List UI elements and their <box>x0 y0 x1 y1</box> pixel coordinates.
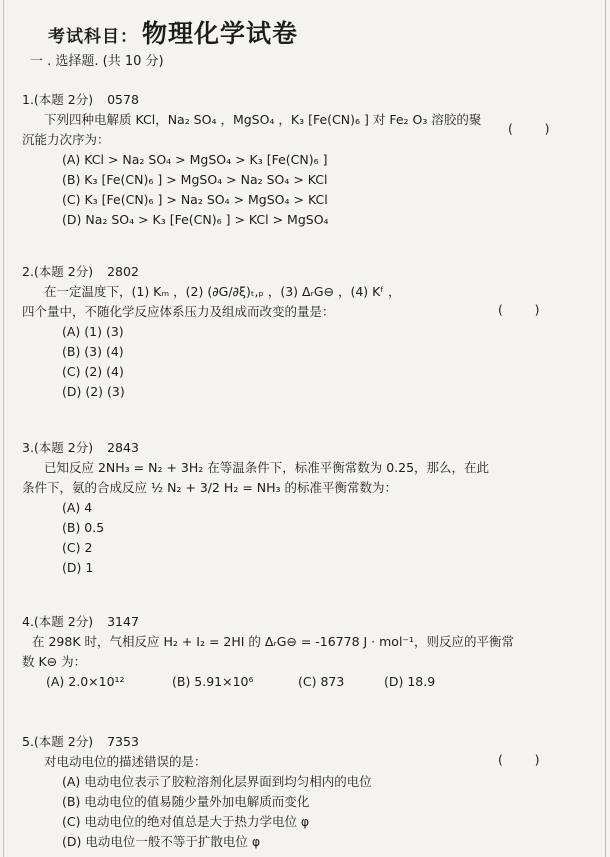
question-stem: 在一定温度下，(1) Kₘ ，(2) (∂G/∂ξ)ₜ,ₚ ，(3) ΔᵣG⊖ ，(4) Kᶠ ， <box>44 284 401 299</box>
question-5 <box>22 732 372 852</box>
question-number: 2.(本题 2分) <box>22 264 94 279</box>
question-code: 0578 <box>107 92 139 107</box>
section-title: 一 . 选择题. (共 10 分) <box>30 54 164 69</box>
option-d: (D) 18.9 <box>384 674 436 689</box>
option-c: (C) 2 <box>62 540 93 555</box>
option-c: (C) (2) (4) <box>62 364 124 379</box>
option-d: (D) 1 <box>62 560 94 575</box>
question-code: 7353 <box>107 734 139 749</box>
option-d: (D) 电动电位一般不等于扩散电位 φ <box>62 834 261 849</box>
question-1 <box>22 90 481 230</box>
question-4 <box>22 612 514 692</box>
option-c: (C) 873 <box>298 674 345 689</box>
option-c: (C) 电动电位的绝对值总是大于热力学电位 φ <box>62 814 310 829</box>
question-header <box>22 438 489 458</box>
question-number: 4.(本题 2分) <box>22 614 94 629</box>
option-b: (B) 电动电位的值易随少量外加电解质而变化 <box>62 794 310 809</box>
question-header <box>22 612 514 632</box>
question-code: 2843 <box>107 440 139 455</box>
answer-paren: ( ) <box>498 752 540 767</box>
option-a: (A) KCl > Na₂ SO₄ > MgSO₄ > K₃ [Fe(CN)₆ ] <box>62 152 328 167</box>
answer-paren: ( ) <box>508 121 550 136</box>
question-code: 3147 <box>107 614 139 629</box>
option-d: (D) Na₂ SO₄ > K₃ [Fe(CN)₆ ] > KCl > MgSO₄ <box>62 212 329 227</box>
question-stem-continued: 沉能力次序为： <box>22 132 110 147</box>
option-b: (B) 5.91×10⁶ <box>172 674 254 689</box>
question-code: 2802 <box>107 264 139 279</box>
question-2 <box>22 262 401 402</box>
option-a: (A) (1) (3) <box>62 324 124 339</box>
option-b: (B) 0.5 <box>62 520 105 535</box>
option-d: (D) (2) (3) <box>62 384 125 399</box>
question-header <box>22 90 481 110</box>
option-c: (C) K₃ [Fe(CN)₆ ] > Na₂ SO₄ > MgSO₄ > KCl <box>62 192 328 207</box>
question-stem: 已知反应 2NH₃ = N₂ + 3H₂ 在等温条件下，标准平衡常数为 0.25，那么，在此 <box>44 460 490 475</box>
option-a: (A) 2.0×10¹² <box>46 674 125 689</box>
answer-paren: ( ) <box>498 302 540 317</box>
question-number: 1.(本题 2分) <box>22 92 94 107</box>
subject-label: 考试科目： <box>48 27 138 47</box>
question-stem: 在 298K 时，气相反应 H₂ + I₂ = 2HI 的 ΔᵣG⊖ = -16778 J · mol⁻¹，则反应的平衡常 <box>32 634 515 649</box>
question-header <box>22 262 401 282</box>
question-stem: 对电动电位的描述错误的是： <box>44 754 207 769</box>
question-stem-continued: 数 K⊖ 为： <box>22 654 87 669</box>
question-stem: 下列四种电解质 KCl，Na₂ SO₄ ，MgSO₄ ，K₃ [Fe(CN)₆ ] 对 Fe₂ O₃ 溶胶的聚 <box>44 112 482 127</box>
option-a: (A) 电动电位表示了胶粒溶剂化层界面到均匀相内的电位 <box>62 774 372 789</box>
question-header <box>22 732 372 752</box>
question-number: 5.(本题 2分) <box>22 734 94 749</box>
option-a: (A) 4 <box>62 500 93 515</box>
scan-edge-left <box>3 0 4 857</box>
exam-header <box>48 14 298 50</box>
question-stem-continued: 条件下，氨的合成反应 ½ N₂ + 3/2 H₂ = NH₃ 的标准平衡常数为： <box>22 480 398 495</box>
page-title: 物理化学试卷 <box>142 19 299 48</box>
scan-edge-right <box>605 0 606 857</box>
option-b: (B) (3) (4) <box>62 344 124 359</box>
options-row <box>46 672 514 692</box>
question-3 <box>22 438 489 578</box>
question-stem-continued: 四个量中，不随化学反应体系压力及组成而改变的量是： <box>22 304 335 319</box>
option-b: (B) K₃ [Fe(CN)₆ ] > MgSO₄ > Na₂ SO₄ > KCl <box>62 172 328 187</box>
question-number: 3.(本题 2分) <box>22 440 94 455</box>
